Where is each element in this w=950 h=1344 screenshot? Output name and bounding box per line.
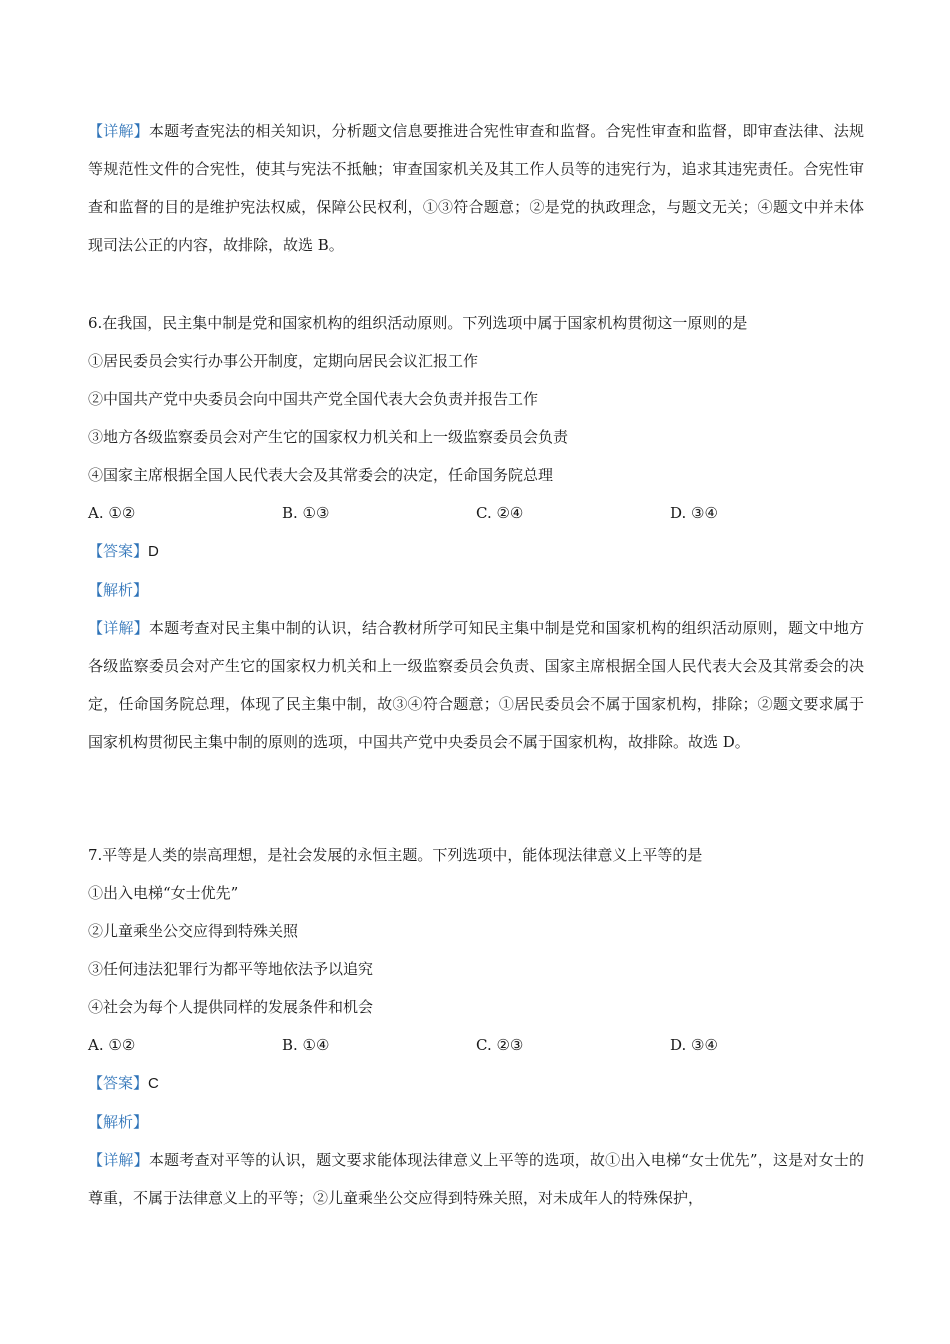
q5-detail — [88, 112, 864, 264]
q7-statement-2: ②儿童乘坐公交应得到特殊关照 — [88, 922, 299, 940]
q7-statement-1: ①出入电梯“女士优先” — [88, 884, 239, 902]
q5-detail-paragraph — [88, 112, 864, 264]
q7-option-b: B. ①④ — [282, 1036, 330, 1054]
q6-answer — [88, 532, 864, 571]
q6-detail-tag: 【详解】 — [88, 619, 149, 637]
q7-detail-tag: 【详解】 — [88, 1151, 149, 1169]
q6-stem: 6.在我国，民主集中制是党和国家机构的组织活动原则。下列选项中属于国家机构贯彻这一原则的是 — [88, 314, 748, 332]
q7-answer-tag: 【答案】 — [88, 1074, 149, 1092]
q6-option-a: A. ①② — [88, 504, 136, 522]
q7-answer — [88, 1064, 864, 1103]
q7-answer-value: C — [148, 1075, 159, 1092]
q7-option-d: D. ③④ — [670, 1036, 718, 1054]
q6-option-b: B. ①③ — [282, 504, 330, 522]
q6-options — [88, 494, 864, 532]
q5-detail-text: 本题考查宪法的相关知识，分析题文信息要推进合宪性审查和监督。合宪性审查和监督，即审查法律、法规等规范性文件的合宪性，使其与宪法不抵触；审查国家机关及其工作人员等的违宪行为，追求其违宪责任。合宪性审查和监督的目的是维护宪法权威，保障公民权利，①③符合题意；②是党的执政理念，与题文无关；④题文中并未体现司法公正的内容，故排除，故选 B。 — [88, 122, 864, 254]
q6-statement-3: ③地方各级监察委员会对产生它的国家权力机关和上一级监察委员会负责 — [88, 428, 569, 446]
q7-analysis-tag: 【解析】 — [88, 1113, 149, 1131]
question-7 — [88, 836, 864, 1217]
q6-statement-4: ④国家主席根据全国人民代表大会及其常委会的决定，任命国务院总理 — [88, 466, 554, 484]
q6-analysis — [88, 571, 864, 609]
q6-statement-1: ①居民委员会实行办事公开制度，定期向居民会议汇报工作 — [88, 352, 479, 370]
q6-answer-value: D — [148, 543, 159, 560]
q6-answer-tag: 【答案】 — [88, 542, 149, 560]
q6-detail-text: 本题考查对民主集中制的认识，结合教材所学可知民主集中制是党和国家机构的组织活动原则，题文中地方各级监察委员会对产生它的国家权力机关和上一级监察委员会负责、国家主席根据全国人民代表大会及其常委会的决定，任命国务院总理，体现了民主集中制，故③④符合题意；①居民委员会不属于国家机构，排除；②题文要求属于国家机构贯彻民主集中制的原则的选项，中国共产党中央委员会不属于国家机构，故排除。故选 D。 — [88, 619, 864, 751]
q5-detail-tag: 【详解】 — [88, 122, 149, 140]
q6-option-c: C. ②④ — [476, 504, 524, 522]
q7-statement-4: ④社会为每个人提供同样的发展条件和机会 — [88, 998, 374, 1016]
q7-stem: 7.平等是人类的崇高理想，是社会发展的永恒主题。下列选项中，能体现法律意义上平等的是 — [88, 846, 703, 864]
q7-options — [88, 1026, 864, 1064]
q7-option-c: C. ②③ — [476, 1036, 524, 1054]
q7-analysis — [88, 1103, 864, 1141]
q6-detail-paragraph — [88, 609, 864, 761]
q7-statement-3: ③任何违法犯罪行为都平等地依法予以追究 — [88, 960, 374, 978]
q7-detail-text: 本题考查对平等的认识，题文要求能体现法律意义上平等的选项，故①出入电梯“女士优先”，这是对女士的尊重，不属于法律意义上的平等；②儿童乘坐公交应得到特殊关照，对未成年人的特殊保护， — [88, 1151, 864, 1207]
q7-option-a: A. ①② — [88, 1036, 136, 1054]
question-6 — [88, 304, 864, 761]
q6-option-d: D. ③④ — [670, 504, 718, 522]
q6-analysis-tag: 【解析】 — [88, 581, 149, 599]
q6-statement-2: ②中国共产党中央委员会向中国共产党全国代表大会负责并报告工作 — [88, 390, 539, 408]
q7-detail-paragraph — [88, 1141, 864, 1217]
